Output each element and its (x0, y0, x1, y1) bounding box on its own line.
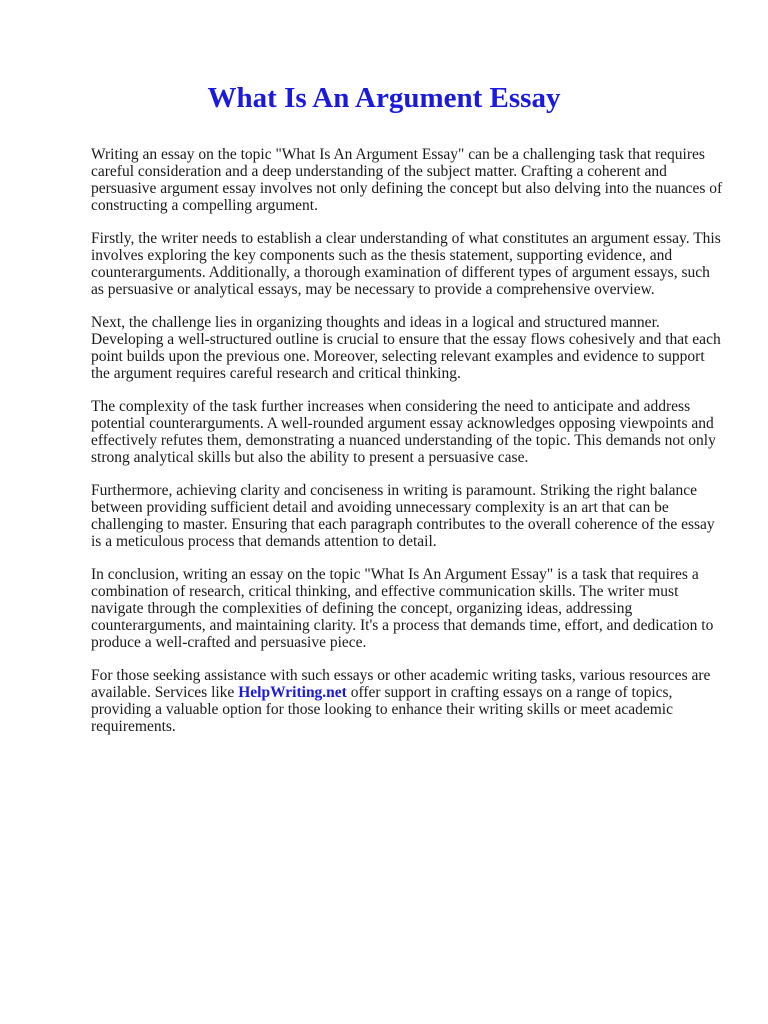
page-title: What Is An Argument Essay (207, 82, 561, 114)
helpwriting-link[interactable]: HelpWriting.net (238, 684, 347, 701)
paragraph-furthermore: Furthermore, achieving clarity and conciseness in writing is paramount. Striking the right balance between providing sufficient detail and avoiding unnecessary complexity is an art that can be challenging to master. Ensuring that each paragraph contributes to the overall coherence of the essay is a meticulous process that demands attention to detail. (91, 482, 715, 550)
paragraph-intro: Writing an essay on the topic "What Is An Argument Essay" can be a challenging task that requires careful consideration and a deep understanding of the subject matter. Crafting a coherent and persuasive argument essay involves not only defining the concept but also delving into the nuances of constructing a compelling argument. (91, 146, 723, 214)
paragraph-complexity: The complexity of the task further increases when considering the need to anticipate and address potential counterarguments. A well-rounded argument essay acknowledges opposing viewpoints and effectively refutes them, demonstrating a nuanced understanding of the topic. This demands not only strong analytical skills but also the ability to present a persuasive case. (91, 398, 716, 466)
paragraph-firstly: Firstly, the writer needs to establish a clear understanding of what constitutes an argument essay. This involves exploring the key components such as the thesis statement, supporting evidence, and counterarguments. Additionally, a thorough examination of different types of argument essays, such as persuasive or analytical essays, may be necessary to provide a comprehensive overview. (91, 230, 721, 298)
paragraph-assistance (91, 667, 725, 735)
document-body (91, 146, 725, 751)
assistance-text-after: offer support in crafting essays on a range of topics, providing a valuable option for those looking to enhance their writing skills or meet academic requirements. (91, 684, 673, 735)
assistance-text-before: For those seeking assistance with such essays or other academic writing tasks, various resources are available. Services like (91, 667, 711, 701)
paragraph-next: Next, the challenge lies in organizing thoughts and ideas in a logical and structured manner. Developing a well-structured outline is crucial to ensure that the essay flows cohesively and that each point builds upon the previous one. Moreover, selecting relevant examples and evidence to support the argument requires careful research and critical thinking. (91, 314, 721, 382)
paragraph-conclusion: In conclusion, writing an essay on the topic "What Is An Argument Essay" is a task that requires a combination of research, critical thinking, and effective communication skills. The writer must navigate through the complexities of defining the concept, organizing ideas, addressing counterarguments, and maintaining clarity. It's a process that demands time, effort, and dedication to produce a well-crafted and persuasive piece. (91, 566, 714, 651)
